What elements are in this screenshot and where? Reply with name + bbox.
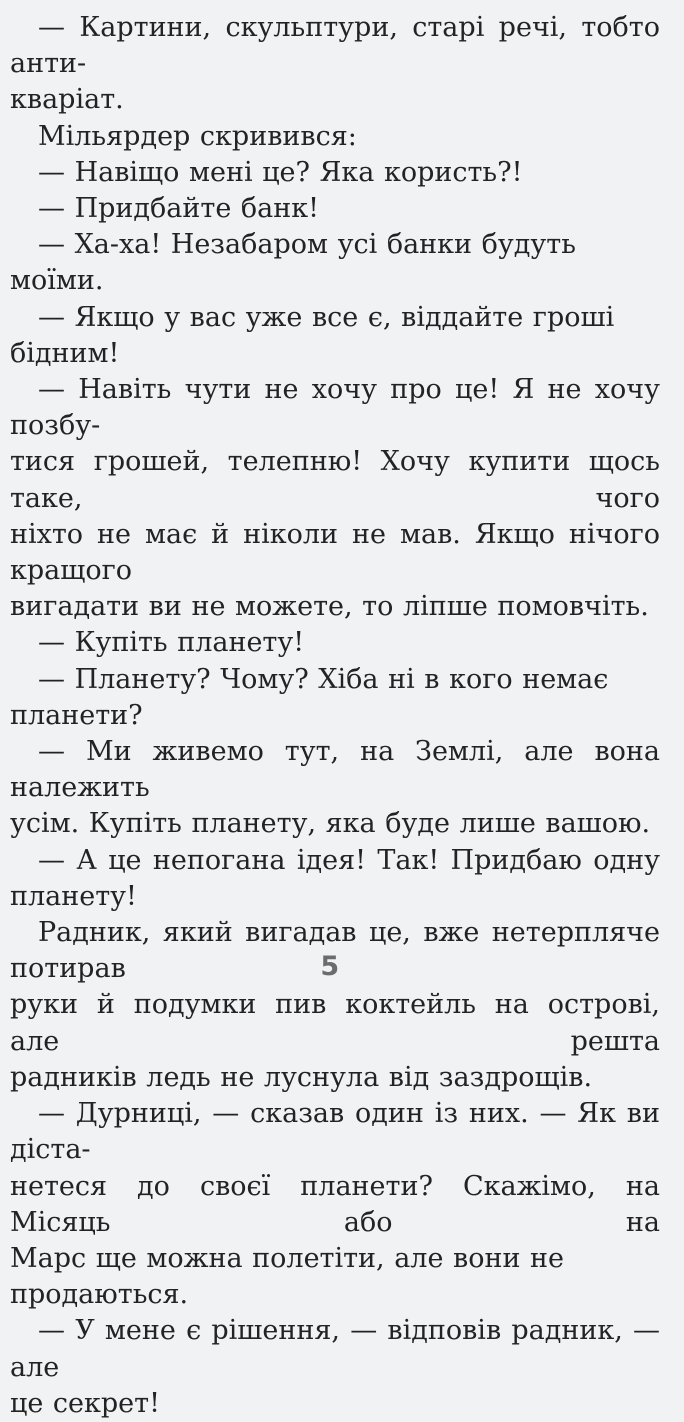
text-line: — Якщо у вас уже все є, віддайте гроші бідним! — [10, 301, 615, 369]
text-line: Мільярдер скривився: — [38, 120, 357, 152]
text-line: — Дурниці, — сказав один із них. — Як ви діста- — [10, 1098, 660, 1166]
text-line: це секрет! — [10, 1387, 160, 1419]
paragraph — [10, 625, 660, 661]
text-line: — Купіть планету! — [38, 627, 305, 659]
paragraph — [10, 10, 660, 119]
text-line: — Навіть чути не хочу про це! Я не хочу позбу- — [10, 374, 660, 442]
text-line: руки й подумки пив коктейль на острові, але решта — [10, 989, 660, 1057]
page-number: 5 — [320, 951, 340, 982]
text-line: вигадати ви не можете, то ліпше помовчіть. — [10, 591, 649, 623]
paragraph — [10, 1313, 660, 1422]
paragraph — [10, 155, 660, 191]
text-line: — Картини, скульптури, старі речі, тобто анти- — [10, 12, 660, 80]
text-line: нетеся до своєї планети? Скажімо, на Місяць або на — [10, 1170, 660, 1238]
text-line: радників ледь не луснула від заздрощів. — [10, 1061, 593, 1093]
text-line: — У мене є рішення, — відповів радник, — але — [10, 1315, 660, 1383]
paragraph — [10, 662, 660, 734]
paragraph — [10, 734, 660, 843]
paragraph — [10, 227, 660, 299]
paragraph — [10, 1096, 660, 1313]
paragraph — [10, 191, 660, 227]
paragraph — [10, 372, 660, 625]
text-line: Марс ще можна полетіти, але вони не продаються. — [10, 1242, 565, 1311]
text-line: — Планету? Чому? Хіба ні в кого немає планети? — [10, 663, 609, 731]
text-line: Радник, який вигадав це, вже нетерпляче потирав — [10, 917, 660, 985]
paragraph — [10, 915, 660, 1096]
paragraph — [10, 843, 660, 915]
text-line: планету! — [10, 880, 137, 912]
text-line: — А це непогана ідея! Так! Придбаю одну — [38, 844, 660, 876]
text-block — [10, 10, 660, 1422]
paragraph — [10, 300, 660, 372]
text-line: кваріат. — [10, 84, 124, 116]
text-line: ніхто не має й ніколи не мав. Якщо нічого кращого — [10, 518, 660, 587]
text-line: — Придбайте банк! — [38, 193, 319, 225]
text-line: — Ми живемо тут, на Землі, але вона належить — [10, 736, 660, 804]
text-line: усім. Купіть планету, яка буде лише вашою. — [10, 808, 651, 840]
text-line: — Навіщо мені це? Яка користь?! — [38, 156, 523, 188]
text-line: тися грошей, телепню! Хочу купити щось таке, чого — [10, 446, 660, 514]
text-line: — Ха-ха! Незабаром усі банки будуть моїми. — [10, 229, 576, 297]
paragraph — [10, 119, 660, 155]
